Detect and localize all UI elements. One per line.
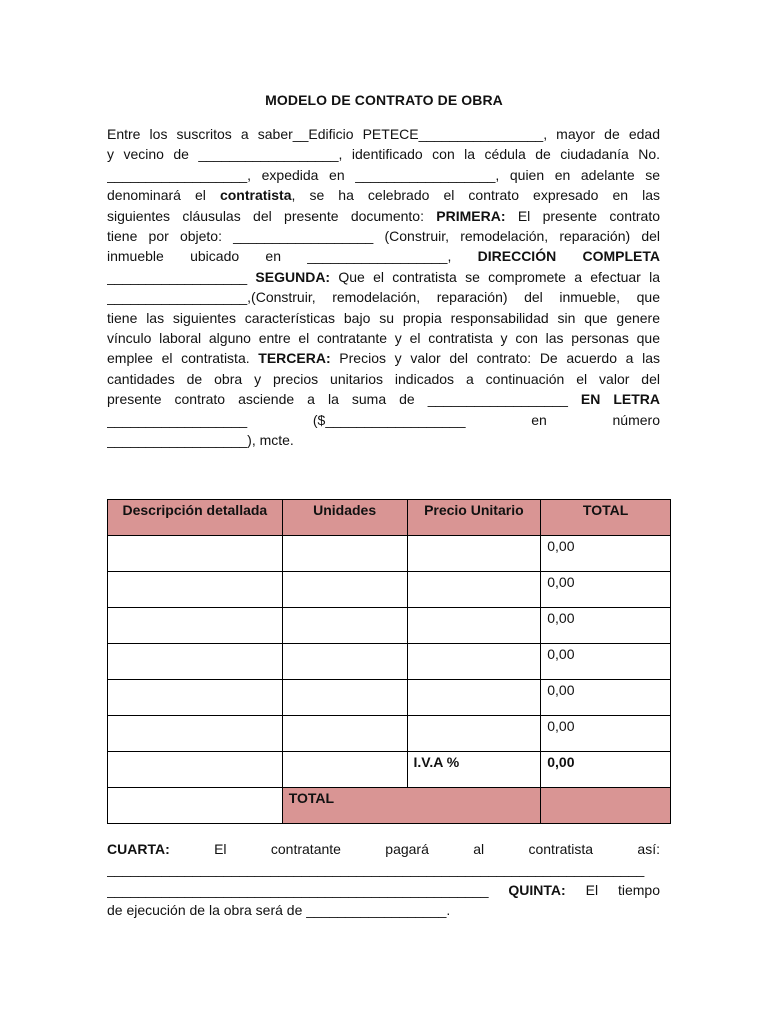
text-run: , se ha celebrado el contrato expresado en las <box>291 187 660 204</box>
cell-unidades[interactable] <box>282 608 407 644</box>
cell-unidades[interactable] <box>282 644 407 680</box>
text-line <box>107 369 660 389</box>
cell-unidades[interactable] <box>282 572 407 608</box>
price-table <box>107 499 671 824</box>
header-descripcion: Descripción detallada <box>108 500 283 536</box>
bold-run: PRIMERA: <box>436 207 506 224</box>
text-line <box>107 859 660 879</box>
cell-total: 0,00 <box>541 572 671 608</box>
text-run: y vecino de __________________, identificado con la cédula de ciudadanía No. <box>107 146 660 163</box>
text-run: de ejecución de la obra será de __________________. <box>107 902 451 919</box>
text-run: siguientes cláusulas del presente documento: <box>107 207 437 224</box>
text-run: emplee el contratista. <box>107 350 259 367</box>
table-row <box>108 608 671 644</box>
cell-precio[interactable] <box>407 608 541 644</box>
text-run: inmueble ubicado en __________________, <box>107 248 478 265</box>
cell-total: 0,00 <box>541 680 671 716</box>
bold-run: EN LETRA <box>580 391 660 408</box>
table-row <box>108 680 671 716</box>
header-precio-unitario: Precio Unitario <box>407 500 541 536</box>
cell-precio[interactable] <box>407 536 541 572</box>
text-run: __________________,(Construir, remodelación, reparación) del inmueble, que <box>107 289 660 306</box>
text-run: __________________), mcte. <box>107 432 294 449</box>
text-line <box>107 206 660 226</box>
bold-run: TERCERA: <box>258 350 331 367</box>
cell-precio[interactable] <box>407 680 541 716</box>
text-run: __________________, expedida en __________________, quien en adelante se <box>107 166 660 183</box>
cell-descripcion[interactable] <box>108 644 283 680</box>
cell-descripcion[interactable] <box>108 788 283 824</box>
cell-descripcion[interactable] <box>108 680 283 716</box>
cell-total: 0,00 <box>541 644 671 680</box>
text-run: presente contrato asciende a la suma de __________________ <box>107 391 581 408</box>
text-line <box>107 165 660 185</box>
table-row <box>108 536 671 572</box>
iva-row <box>108 752 671 788</box>
text-run: El tiempo <box>565 881 660 898</box>
text-line <box>107 900 660 920</box>
header-unidades: Unidades <box>282 500 407 536</box>
text-run: _____________________________________________________________________ <box>107 861 645 878</box>
bold-run: CUARTA: <box>107 841 170 857</box>
text-line <box>107 880 660 900</box>
table-row <box>108 716 671 752</box>
text-run: denominará el <box>107 187 220 204</box>
text-run: El presente contrato <box>505 207 660 224</box>
bold-run: SEGUNDA: <box>255 268 331 285</box>
text-run: vínculo laboral alguno entre el contratante y el contratista y con las personas que <box>107 330 660 347</box>
bold-run: DIRECCIÓN COMPLETA <box>477 248 660 265</box>
table-row <box>108 572 671 608</box>
text-line <box>107 144 660 164</box>
text-line <box>107 267 660 287</box>
text-run: Que el contratista se compromete a efectuar la <box>330 268 660 285</box>
bold-run: contratista <box>219 187 292 204</box>
text-line <box>107 287 660 307</box>
cell-precio[interactable] <box>407 644 541 680</box>
cell-descripcion[interactable] <box>108 752 283 788</box>
text-run: __________________ ($__________________ en número <box>107 411 660 428</box>
cell-descripcion[interactable] <box>108 716 283 752</box>
text-run: __________________ <box>107 268 256 285</box>
cell-descripcion[interactable] <box>108 608 283 644</box>
cell-descripcion[interactable] <box>108 536 283 572</box>
text-line <box>107 328 660 348</box>
total-row <box>108 788 671 824</box>
intro-paragraph <box>107 124 660 451</box>
cell-precio[interactable] <box>407 572 541 608</box>
text-line <box>107 430 660 450</box>
cell-unidades[interactable] <box>282 716 407 752</box>
cell-unidades[interactable] <box>282 680 407 716</box>
cell-unidades[interactable] <box>282 752 407 788</box>
table-header-row <box>108 500 671 536</box>
cell-total: 0,00 <box>541 716 671 752</box>
table-row <box>108 644 671 680</box>
text-run: _________________________________________________ <box>107 881 509 898</box>
total-value <box>541 788 671 824</box>
cell-descripcion[interactable] <box>108 572 283 608</box>
text-run: tiene por objeto: __________________ (Construir, remodelación, reparación) del <box>107 228 660 245</box>
cell-unidades[interactable] <box>282 536 407 572</box>
text-run: El contratante pagará al contratista así: <box>169 841 660 857</box>
cell-total: 0,00 <box>541 536 671 572</box>
cell-precio[interactable] <box>407 716 541 752</box>
text-run: cantidades de obra y precios unitarios indicados a continuación el valor del <box>107 370 660 387</box>
closing-paragraph <box>107 839 660 921</box>
text-run: Entre los suscritos a saber__Edificio PETECE________________, mayor de edad <box>107 126 660 142</box>
document-title: MODELO DE CONTRATO DE OBRA <box>265 92 503 108</box>
iva-value: 0,00 <box>541 752 671 788</box>
text-line <box>107 185 660 205</box>
text-line <box>107 246 660 266</box>
cell-total: 0,00 <box>541 608 671 644</box>
iva-label: I.V.A % <box>407 752 541 788</box>
header-total: TOTAL <box>541 500 671 536</box>
total-label: TOTAL <box>282 788 541 824</box>
text-line <box>107 348 660 368</box>
text-line <box>107 839 660 859</box>
text-line <box>107 226 660 246</box>
text-run: Precios y valor del contrato: De acuerdo a las <box>330 350 660 367</box>
text-line <box>107 124 660 144</box>
bold-run: QUINTA: <box>508 881 566 898</box>
text-line <box>107 389 660 409</box>
text-line <box>107 410 660 430</box>
text-line <box>107 308 660 328</box>
text-run: tiene las siguientes características bajo su propia responsabilidad sin que genere <box>107 309 660 326</box>
